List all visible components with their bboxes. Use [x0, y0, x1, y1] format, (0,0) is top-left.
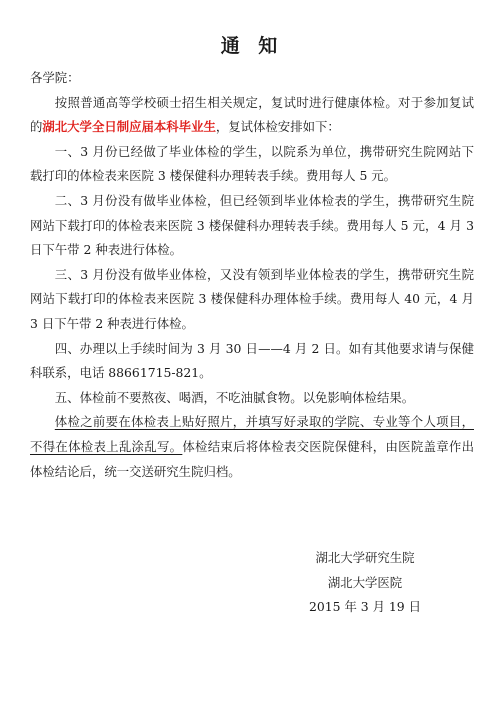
notice-title: 通 知 — [220, 35, 284, 57]
signature-date: 2015 年 3 月 19 日 — [308, 599, 422, 615]
item-paragraph-4: 四、办理以上手续时间为 3 月 30 日——4 月 2 日。如有其他要求请与保健科联系，电话 88661715-821。 — [30, 340, 474, 381]
signature-block — [300, 546, 430, 620]
closing-rest: 体检结束后将体检表交医院保健科，由医院盖章作出体检结论后，统一交送研究生院归档。 — [30, 438, 475, 479]
intro-text-before: 按照普通高等学校硕士招生相关规定，复试时进行健康体检。对于参加复试的 — [30, 94, 474, 135]
intro-text-after: ，复试体检安排如下： — [215, 119, 340, 135]
item-paragraph-1: 一、3 月份已经做了毕业体检的学生，以院系为单位，携带研究生院网站下载打印的体检表来医院 3 楼保健科办理转表手续。费用每人 5 元。 — [30, 143, 474, 184]
item-paragraph-5: 五、体检前不要熬夜、喝酒，不吃油腻食物。以免影响体检结果。 — [54, 389, 415, 405]
intro-highlight: 湖北大学全日制应届本科毕业生 — [42, 119, 216, 135]
signature-org-hospital: 湖北大学医院 — [327, 574, 403, 590]
item-paragraph-3: 三、3 月份没有做毕业体检，又没有领到毕业体检表的学生，携带研究生院网站下载打印的体检表来医院 3 楼保健科办理体检手续。费用每人 40 元，4 月 3 日下午带 2 种表进行体检。 — [30, 266, 474, 331]
notice-body — [30, 66, 474, 484]
closing-underlined: 体检之前要在体检表上贴好照片，并填写好录取的学院、专业等个人项目，不得在体检表上乱涂乱写。 — [30, 414, 474, 454]
signature-org-graduate-school: 湖北大学研究生院 — [315, 550, 415, 565]
salutation: 各学院： — [30, 70, 80, 85]
item-paragraph-2: 二、3 月份没有做毕业体检，但已经领到毕业体检表的学生，携带研究生院网站下载打印的体检表来医院 3 楼保健科办理转表手续。费用每人 5 元，4 月 3 日下午带 2 种表进行体检。 — [30, 192, 474, 258]
closing-paragraph — [30, 410, 474, 484]
intro-paragraph — [30, 91, 474, 140]
